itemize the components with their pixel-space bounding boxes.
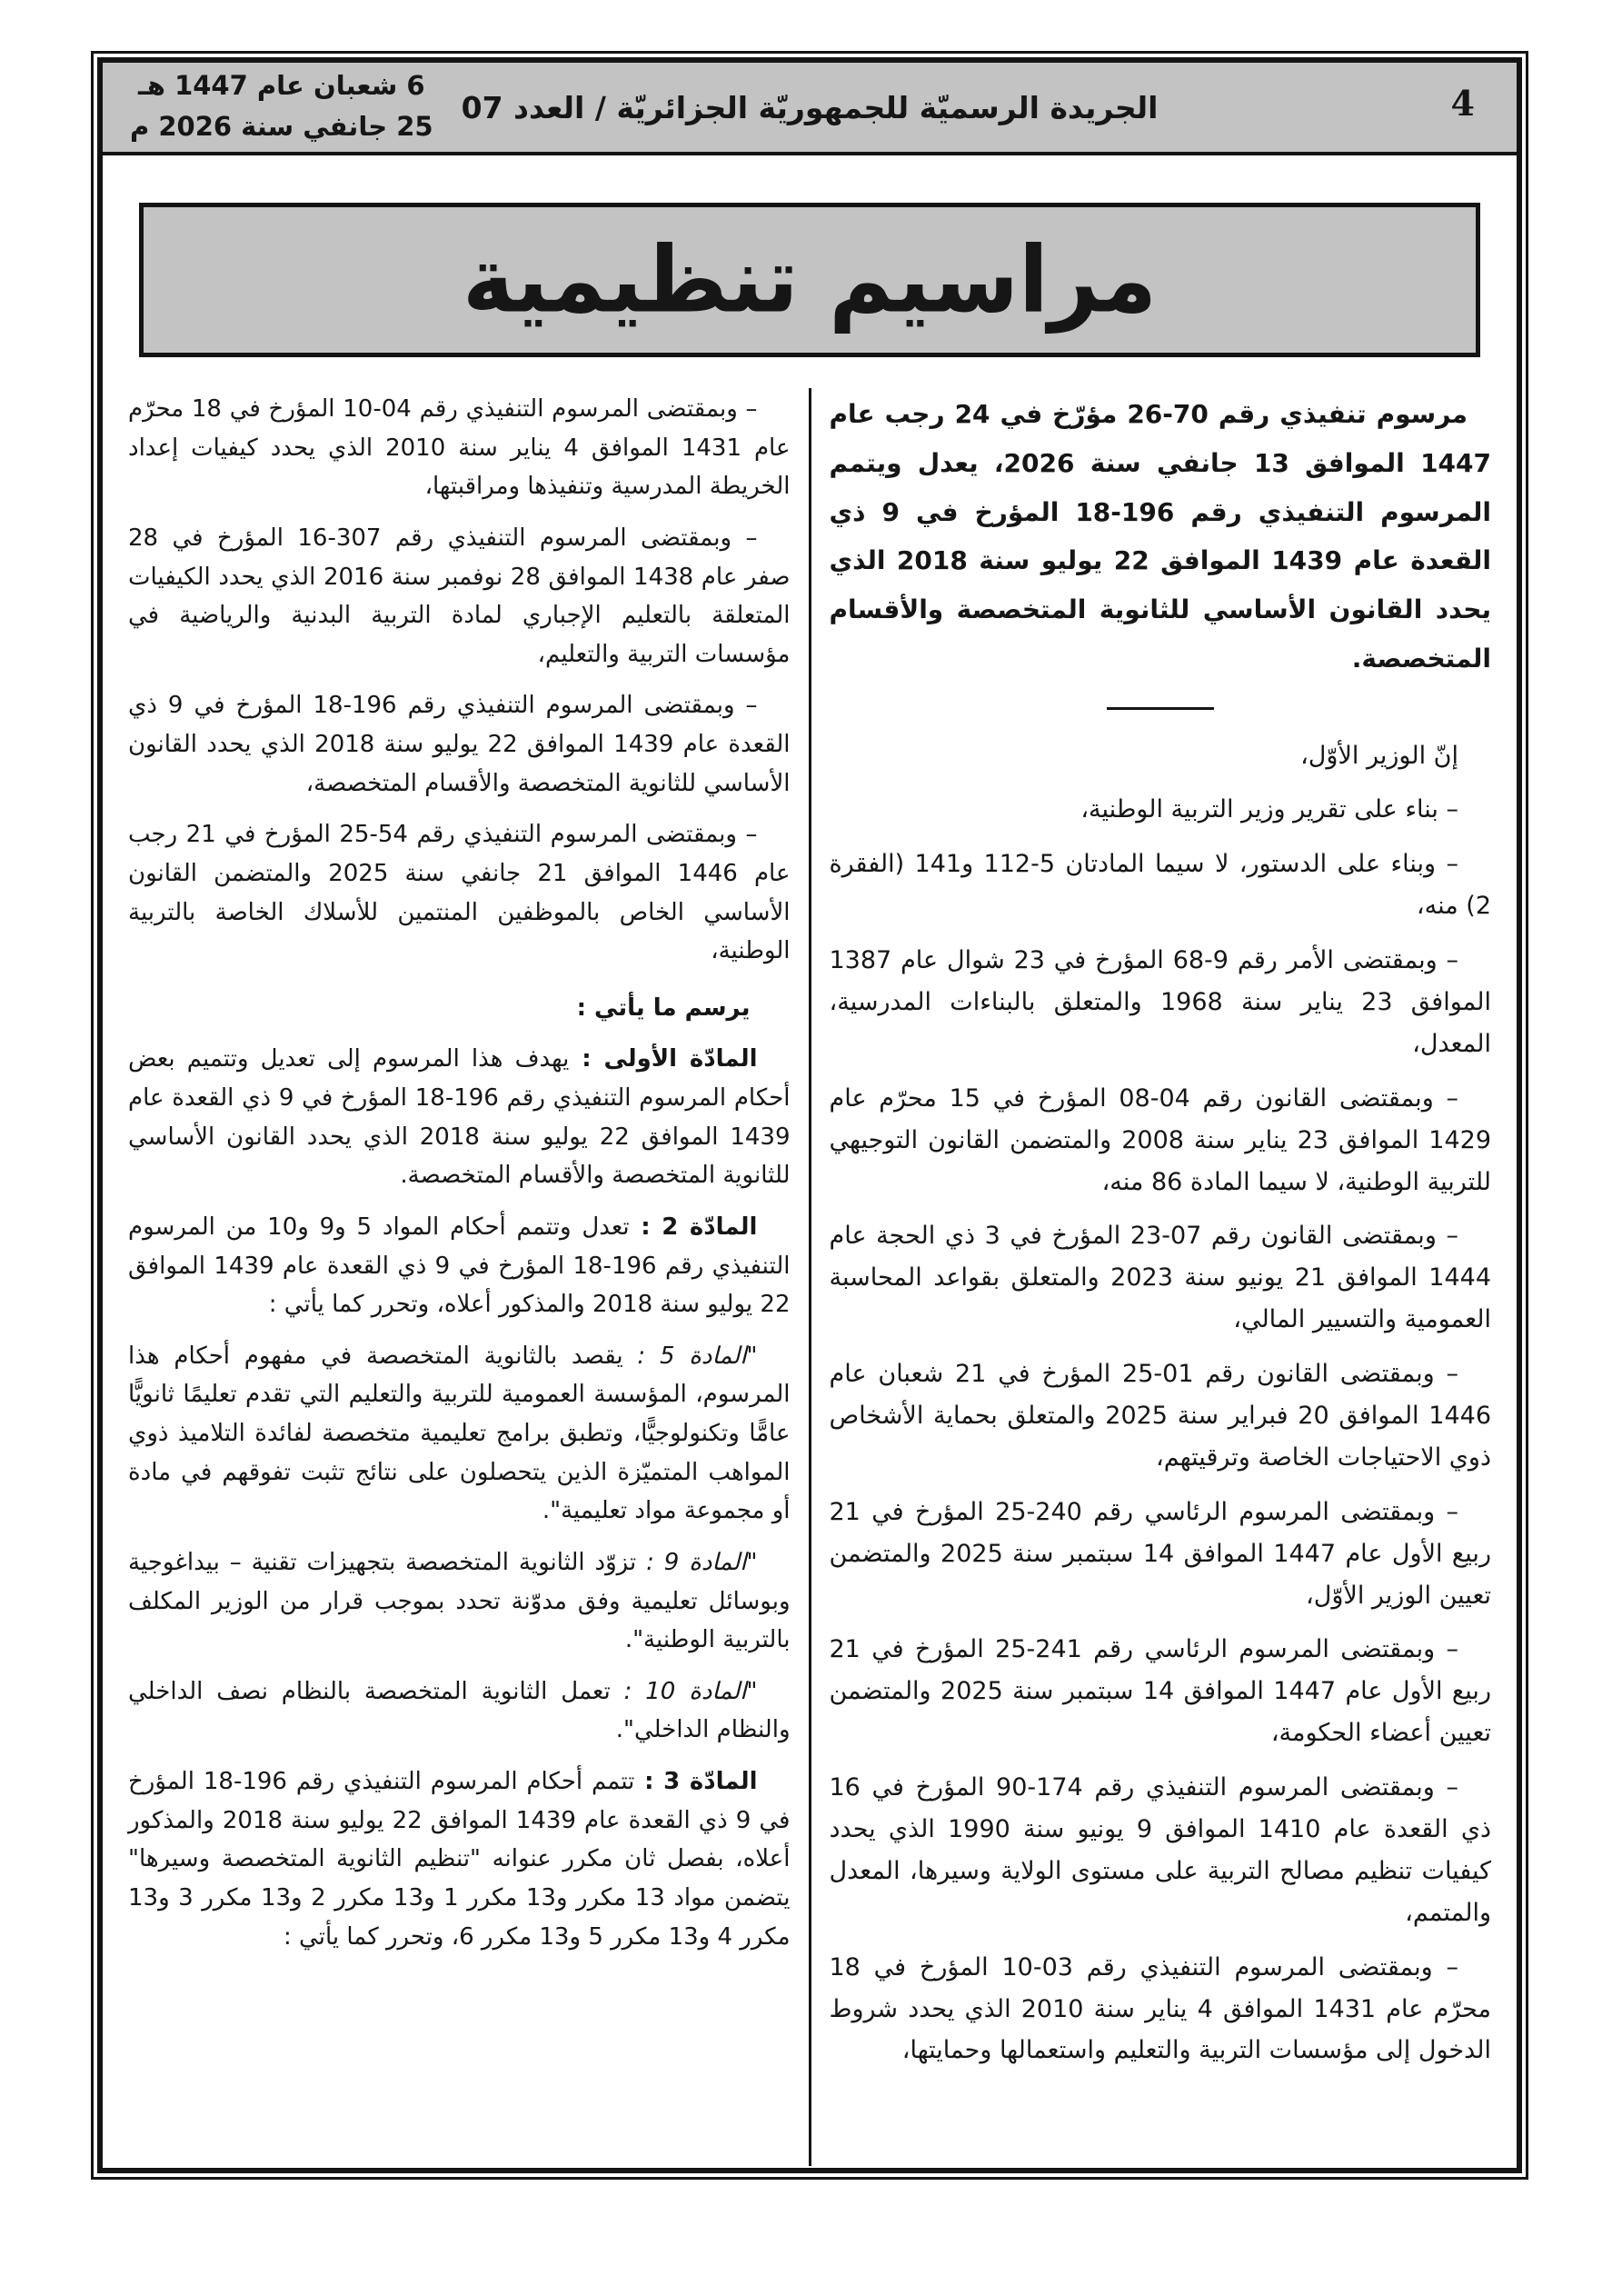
paragraph: – وبمقتضى الأمر رقم 9-68 المؤرخ في 23 شوال عام 1387 الموافق 23 يناير سنة 1968 والمتعلق بالبناءات المدرسية، المعدل، bbox=[829, 946, 1492, 1058]
opening-line: إنّ الوزير الأوّل، bbox=[1300, 741, 1458, 770]
content-columns bbox=[114, 388, 1506, 2166]
paragraph: "المادة 5 : يقصد بالثانوية المتخصصة في مفهوم أحكام هذا المرسوم، المؤسسة العمومية للتربية والتعليم التي تقدم تعليمًا ثانويًّا عامًّا وتكنولوجيًّا، وتطبق برامج تعليمية متخصصة لفائدة التلاميذ ذوي المواهب المتميّزة الذين يتحصلون على نتائج تثبت تفوقهم في مادة أو مجموعة مواد تعليمية". bbox=[128, 1342, 791, 1525]
section-banner bbox=[139, 203, 1480, 357]
paragraph: – وبمقتضى المرسوم التنفيذي رقم 54-25 المؤرخ في 21 رجب عام 1446 الموافق 21 جانفي سنة 2025 والمتضمن القانون الأساسي الخاص بالموظفين المنتمين للأسلاك الخاصة بالتربية الوطنية، bbox=[128, 821, 791, 965]
separator-rule bbox=[1107, 707, 1214, 710]
paragraph: – بناء على تقرير وزير التربية الوطنية، bbox=[1080, 795, 1458, 824]
article-label: المادّة 3 : bbox=[634, 1768, 758, 1795]
header-dates bbox=[130, 65, 433, 147]
paragraph: – وبمقتضى المرسوم التنفيذي رقم 03-10 المؤرخ في 18 محرّم عام 1431 الموافق 4 يناير سنة 2010 الذي يحدد شروط الدخول إلى مؤسسات التربية والتعليم واستعمالها وحمايتها، bbox=[829, 1952, 1491, 2065]
paragraph: المادّة الأولى : يهدف هذا المرسوم إلى تعديل وتتميم بعض أحكام المرسوم التنفيذي رقم 196-18 المؤرخ في 9 ذي القعدة عام 1439 الموافق 22 يوليو سنة 2018 الذي يحدد القانون الأساسي للثانوية المتخصصة والأقسام المتخصصة. bbox=[128, 1045, 791, 1190]
gazette-title: الجريدة الرسميّة للجمهوريّة الجزائريّة / العدد 07 bbox=[461, 89, 1159, 125]
article-label: "المادة 9 : bbox=[636, 1548, 758, 1576]
article-label: "المادة 10 : bbox=[610, 1677, 758, 1705]
paragraph: – وبمقتضى القانون رقم 04-08 المؤرخ في 15 محرّم عام 1429 الموافق 23 يناير سنة 2008 والمتضمن القانون التوجيهي للتربية الوطنية، لا سيما المادة 86 منه، bbox=[829, 1083, 1491, 1196]
paragraph: "المادة 10 : تعمل الثانوية المتخصصة بالنظام نصف الداخلي والنظام الداخلي". bbox=[128, 1677, 791, 1744]
paragraph: – وبمقتضى القانون رقم 07-23 المؤرخ في 3 ذي الحجة عام 1444 الموافق 21 يونيو سنة 2023 والمتعلق بقواعد المحاسبة العمومية والتسيير المالي، bbox=[829, 1222, 1491, 1334]
column-divider bbox=[809, 388, 811, 2166]
paragraph: – وبمقتضى القانون رقم 01-25 المؤرخ في 21 شعبان عام 1446 الموافق 20 فبراير سنة 2025 والمتعلق بحماية الأشخاص ذوي الاحتياجات الخاصة وترقيتهم، bbox=[829, 1360, 1491, 1472]
header-bar bbox=[103, 63, 1517, 155]
paragraph: المادّة 2 : تعدل وتتمم أحكام المواد 5 و9 و10 من المرسوم التنفيذي رقم 196-18 المؤرخ في 9 ذي القعدة عام 1439 الموافق 22 يوليو سنة 2018 والمذكور أعلاه، وتحرر كما يأتي : bbox=[128, 1213, 791, 1319]
page-number: 4 bbox=[1450, 83, 1475, 124]
paragraph: – وبمقتضى المرسوم التنفيذي رقم 196-18 المؤرخ في 9 ذي القعدة عام 1439 الموافق 22 يوليو سنة 2018 الذي يحدد القانون الأساسي للثانوية المتخصصة والأقسام المتخصصة، bbox=[128, 692, 791, 797]
article-label: المادّة 2 : bbox=[629, 1213, 758, 1241]
article-label: المادّة الأولى : bbox=[569, 1045, 758, 1073]
column-left bbox=[114, 388, 805, 2166]
gregorian-date: 25 جانفي سنة 2026 م bbox=[130, 111, 433, 142]
paragraph: – وبمقتضى المرسوم الرئاسي رقم 241-25 المؤرخ في 21 ربيع الأول عام 1447 الموافق 14 سبتمبر سنة 2025 والمتضمن تعيين أعضاء الحكومة، bbox=[829, 1635, 1491, 1748]
paragraph: – وبمقتضى المرسوم التنفيذي رقم 307-16 المؤرخ في 28 صفر عام 1438 الموافق 28 نوفمبر سنة 2016 الذي يحدد الكيفيات المتعلقة بالتعليم الإجباري لمادة التربية البدنية والرياضية في مؤسسات التربية والتعليم، bbox=[128, 524, 791, 668]
enacting-formula: يرسم ما يأتي : bbox=[576, 993, 751, 1022]
paragraph: – وبمقتضى المرسوم التنفيذي رقم 174-90 المؤرخ في 16 ذي القعدة عام 1410 الموافق 9 يونيو سنة 1990 الذي يحدد كيفيات تنظيم مصالح التربية على مستوى الولاية وسيرها، المعدل والمتمم، bbox=[829, 1773, 1491, 1927]
column-right bbox=[815, 388, 1507, 2166]
hijri-date: 6 شعبان عام 1447 هـ bbox=[137, 70, 425, 101]
paragraph: – وبمقتضى المرسوم التنفيذي رقم 04-10 المؤرخ في 18 محرّم عام 1431 الموافق 4 يناير سنة 2010 الذي يحدد كيفيات إعداد الخريطة المدرسية وتنفيذها ومراقبتها، bbox=[128, 395, 791, 501]
page-frame-inner bbox=[97, 57, 1522, 2173]
paragraph: "المادة 9 : تزوّد الثانوية المتخصصة بتجهيزات تقنية – بيداغوجية وبوسائل تعليمية وفق مدوّنة تحدد بموجب قرار من الوزير المكلف بالتربية الوطنية". bbox=[128, 1548, 791, 1654]
page-frame bbox=[91, 51, 1528, 2180]
decree-heading: مرسوم تنفيذي رقم 70-26 مؤرّخ في 24 رجب عام 1447 الموافق 13 جانفي سنة 2026، يعدل ويتمم المرسوم التنفيذي رقم 196-18 المؤرخ في 9 ذي القعدة عام 1439 الموافق 22 يوليو سنة 2018 الذي يحدد القانون الأساسي للثانوية المتخصصة والأقسام المتخصصة. bbox=[829, 399, 1491, 674]
paragraph: المادّة 3 : تتمم أحكام المرسوم التنفيذي رقم 196-18 المؤرخ في 9 ذي القعدة عام 1439 الموافق 22 يوليو سنة 2018 والمذكور أعلاه، بفصل ثان مكرر عنوانه "تنظيم الثانوية المتخصصة وسيرها" يتضمن مواد 13 مكرر و13 مكرر 1 و13 مكرر 2 و13 مكرر 3 و13 مكرر 4 و13 مكرر 5 و13 مكرر 6، وتحرر كما يأتي : bbox=[128, 1768, 791, 1951]
section-banner-title: مراسيم تنظيمية bbox=[462, 226, 1158, 334]
paragraph: – وبمقتضى المرسوم الرئاسي رقم 240-25 المؤرخ في 21 ربيع الأول عام 1447 الموافق 14 سبتمبر سنة 2025 والمتضمن تعيين الوزير الأوّل، bbox=[829, 1497, 1491, 1610]
article-label: "المادة 5 : bbox=[622, 1342, 758, 1370]
paragraph: – وبناء على الدستور، لا سيما المادتان 5-112 و141 (الفقرة 2) منه، bbox=[829, 850, 1491, 921]
